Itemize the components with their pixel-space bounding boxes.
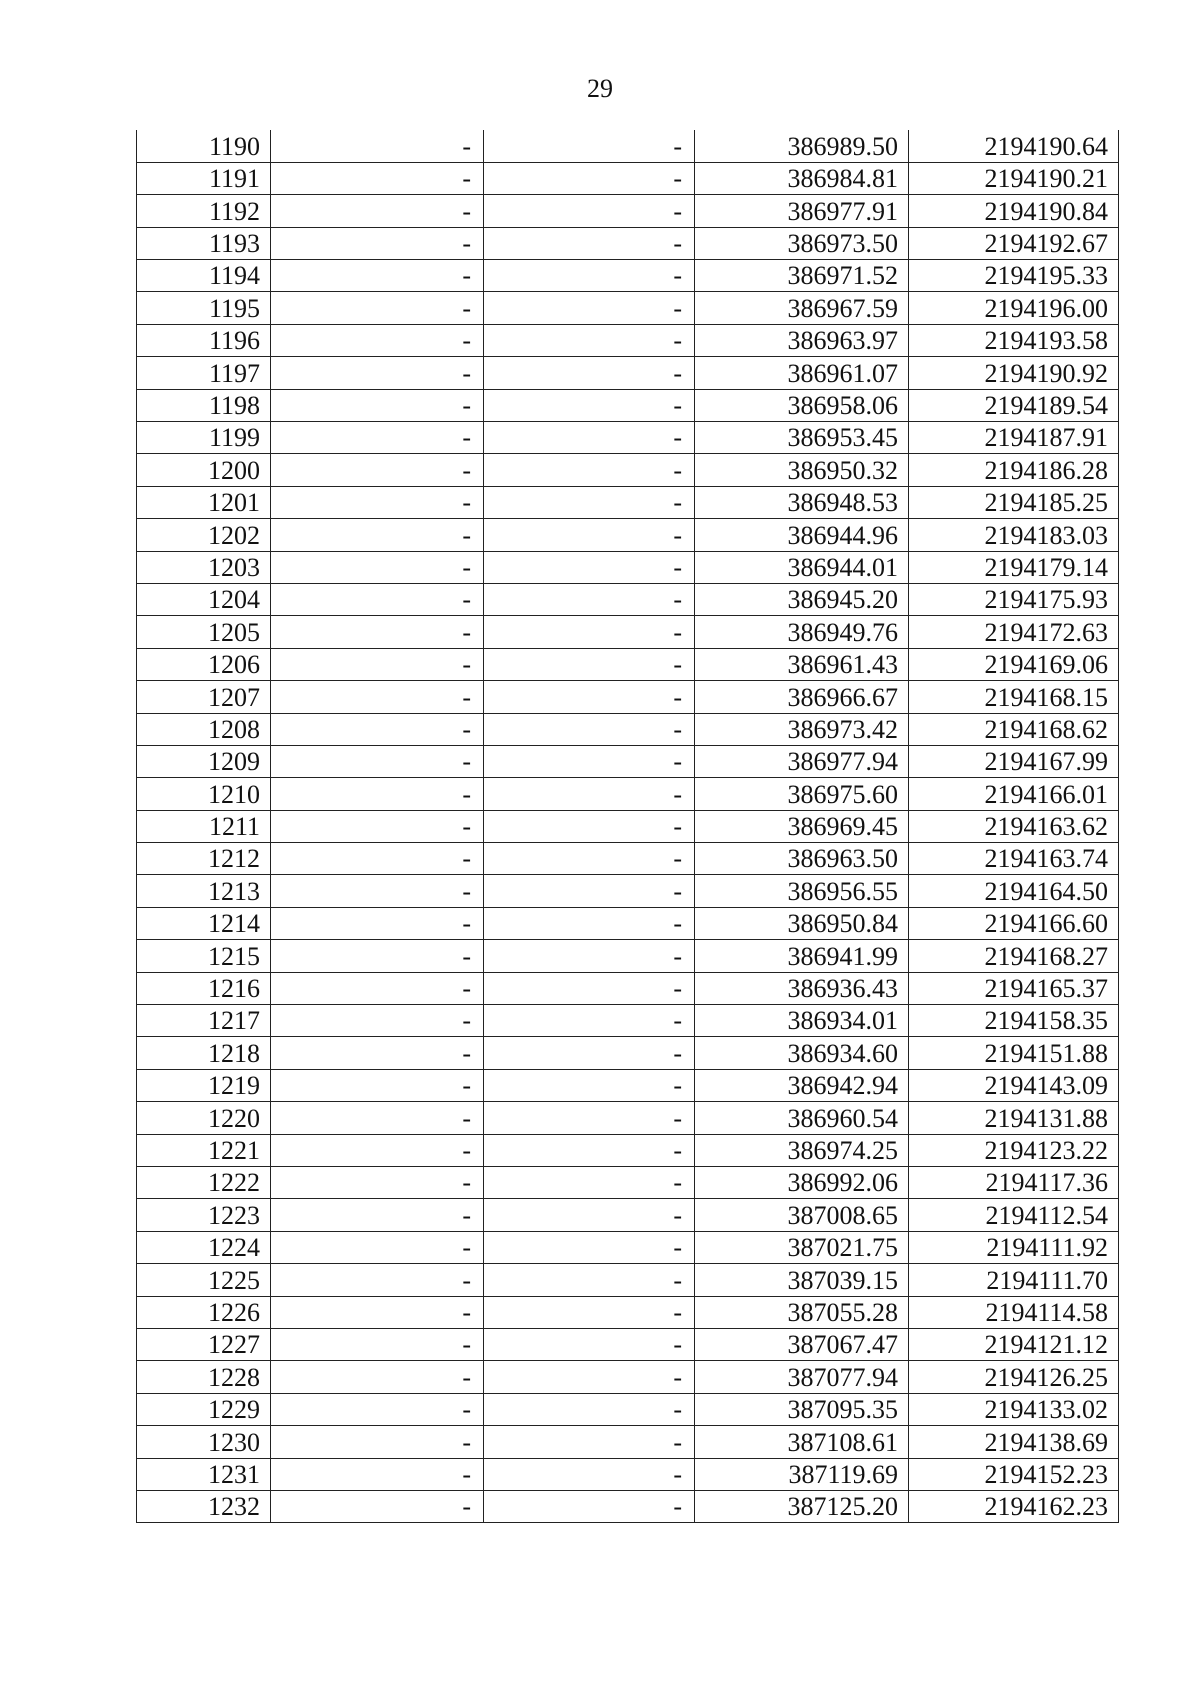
table-row [137, 745, 1119, 777]
column-2-cell: - [271, 843, 484, 875]
table-row [137, 583, 1119, 615]
point-number-cell: 1199 [137, 422, 271, 454]
y-coordinate-cell: 2194189.54 [909, 389, 1119, 421]
column-3-cell: - [484, 972, 695, 1004]
table-row [137, 162, 1119, 194]
y-coordinate-cell: 2194190.92 [909, 357, 1119, 389]
column-2-cell: - [271, 454, 484, 486]
x-coordinate-cell: 386944.96 [695, 519, 909, 551]
y-coordinate-cell: 2194152.23 [909, 1458, 1119, 1490]
column-2-cell: - [271, 1361, 484, 1393]
column-2-cell: - [271, 713, 484, 745]
table-row [137, 1167, 1119, 1199]
table-row [137, 1328, 1119, 1360]
column-2-cell: - [271, 1458, 484, 1490]
point-number-cell: 1213 [137, 875, 271, 907]
column-2-cell: - [271, 1005, 484, 1037]
column-3-cell: - [484, 1328, 695, 1360]
y-coordinate-cell: 2194112.54 [909, 1199, 1119, 1231]
point-number-cell: 1205 [137, 616, 271, 648]
point-number-cell: 1228 [137, 1361, 271, 1393]
x-coordinate-cell: 386977.91 [695, 195, 909, 227]
table-row [137, 1069, 1119, 1101]
column-3-cell: - [484, 454, 695, 486]
point-number-cell: 1224 [137, 1231, 271, 1263]
y-coordinate-cell: 2194162.23 [909, 1490, 1119, 1522]
point-number-cell: 1210 [137, 778, 271, 810]
table-row [137, 260, 1119, 292]
column-2-cell: - [271, 972, 484, 1004]
column-2-cell: - [271, 616, 484, 648]
point-number-cell: 1208 [137, 713, 271, 745]
x-coordinate-cell: 386969.45 [695, 810, 909, 842]
point-number-cell: 1194 [137, 260, 271, 292]
x-coordinate-cell: 386934.01 [695, 1005, 909, 1037]
point-number-cell: 1197 [137, 357, 271, 389]
column-3-cell: - [484, 713, 695, 745]
x-coordinate-cell: 386949.76 [695, 616, 909, 648]
column-2-cell: - [271, 1393, 484, 1425]
point-number-cell: 1225 [137, 1264, 271, 1296]
column-2-cell: - [271, 389, 484, 421]
column-3-cell: - [484, 778, 695, 810]
column-3-cell: - [484, 1231, 695, 1263]
y-coordinate-cell: 2194185.25 [909, 486, 1119, 518]
y-coordinate-cell: 2194186.28 [909, 454, 1119, 486]
column-3-cell: - [484, 616, 695, 648]
point-number-cell: 1221 [137, 1134, 271, 1166]
table-row [137, 1458, 1119, 1490]
y-coordinate-cell: 2194168.62 [909, 713, 1119, 745]
y-coordinate-cell: 2194123.22 [909, 1134, 1119, 1166]
point-number-cell: 1229 [137, 1393, 271, 1425]
point-number-cell: 1201 [137, 486, 271, 518]
point-number-cell: 1207 [137, 681, 271, 713]
x-coordinate-cell: 386966.67 [695, 681, 909, 713]
coordinate-table-container [136, 130, 1119, 1523]
table-row [137, 454, 1119, 486]
column-2-cell: - [271, 1231, 484, 1263]
column-3-cell: - [484, 324, 695, 356]
column-2-cell: - [271, 1167, 484, 1199]
table-row [137, 1393, 1119, 1425]
column-2-cell: - [271, 227, 484, 259]
table-row [137, 681, 1119, 713]
column-3-cell: - [484, 486, 695, 518]
y-coordinate-cell: 2194183.03 [909, 519, 1119, 551]
x-coordinate-cell: 387039.15 [695, 1264, 909, 1296]
column-3-cell: - [484, 875, 695, 907]
y-coordinate-cell: 2194167.99 [909, 745, 1119, 777]
x-coordinate-cell: 387077.94 [695, 1361, 909, 1393]
y-coordinate-cell: 2194193.58 [909, 324, 1119, 356]
column-3-cell: - [484, 940, 695, 972]
table-row [137, 1361, 1119, 1393]
x-coordinate-cell: 387021.75 [695, 1231, 909, 1263]
column-3-cell: - [484, 583, 695, 615]
x-coordinate-cell: 386967.59 [695, 292, 909, 324]
point-number-cell: 1227 [137, 1328, 271, 1360]
page-number: 29 [587, 74, 613, 103]
table-row [137, 940, 1119, 972]
x-coordinate-cell: 386950.32 [695, 454, 909, 486]
table-row [137, 907, 1119, 939]
column-2-cell: - [271, 1199, 484, 1231]
column-3-cell: - [484, 810, 695, 842]
column-3-cell: - [484, 745, 695, 777]
table-row [137, 1037, 1119, 1069]
column-3-cell: - [484, 1296, 695, 1328]
point-number-cell: 1206 [137, 648, 271, 680]
column-2-cell: - [271, 130, 484, 162]
column-3-cell: - [484, 1005, 695, 1037]
x-coordinate-cell: 386963.50 [695, 843, 909, 875]
column-2-cell: - [271, 195, 484, 227]
y-coordinate-cell: 2194169.06 [909, 648, 1119, 680]
table-row [137, 778, 1119, 810]
column-3-cell: - [484, 389, 695, 421]
point-number-cell: 1217 [137, 1005, 271, 1037]
column-2-cell: - [271, 422, 484, 454]
column-3-cell: - [484, 1490, 695, 1522]
y-coordinate-cell: 2194138.69 [909, 1426, 1119, 1458]
y-coordinate-cell: 2194172.63 [909, 616, 1119, 648]
table-row [137, 1490, 1119, 1522]
point-number-cell: 1193 [137, 227, 271, 259]
y-coordinate-cell: 2194126.25 [909, 1361, 1119, 1393]
y-coordinate-cell: 2194114.58 [909, 1296, 1119, 1328]
column-3-cell: - [484, 1264, 695, 1296]
table-row [137, 486, 1119, 518]
column-2-cell: - [271, 1490, 484, 1522]
column-2-cell: - [271, 1296, 484, 1328]
y-coordinate-cell: 2194117.36 [909, 1167, 1119, 1199]
column-2-cell: - [271, 583, 484, 615]
column-3-cell: - [484, 1458, 695, 1490]
point-number-cell: 1215 [137, 940, 271, 972]
column-2-cell: - [271, 1328, 484, 1360]
column-3-cell: - [484, 551, 695, 583]
x-coordinate-cell: 386945.20 [695, 583, 909, 615]
y-coordinate-cell: 2194151.88 [909, 1037, 1119, 1069]
column-3-cell: - [484, 1361, 695, 1393]
column-2-cell: - [271, 486, 484, 518]
column-2-cell: - [271, 1069, 484, 1101]
column-3-cell: - [484, 648, 695, 680]
y-coordinate-cell: 2194165.37 [909, 972, 1119, 1004]
table-row [137, 551, 1119, 583]
table-row [137, 713, 1119, 745]
x-coordinate-cell: 387008.65 [695, 1199, 909, 1231]
table-row [137, 292, 1119, 324]
y-coordinate-cell: 2194164.50 [909, 875, 1119, 907]
x-coordinate-cell: 387108.61 [695, 1426, 909, 1458]
x-coordinate-cell: 386977.94 [695, 745, 909, 777]
x-coordinate-cell: 387067.47 [695, 1328, 909, 1360]
x-coordinate-cell: 386934.60 [695, 1037, 909, 1069]
column-3-cell: - [484, 1393, 695, 1425]
x-coordinate-cell: 386975.60 [695, 778, 909, 810]
coordinate-table-body [137, 130, 1119, 1523]
table-row [137, 1134, 1119, 1166]
point-number-cell: 1230 [137, 1426, 271, 1458]
table-row [137, 875, 1119, 907]
y-coordinate-cell: 2194168.27 [909, 940, 1119, 972]
column-2-cell: - [271, 648, 484, 680]
column-3-cell: - [484, 1167, 695, 1199]
y-coordinate-cell: 2194121.12 [909, 1328, 1119, 1360]
table-row [137, 1231, 1119, 1263]
y-coordinate-cell: 2194163.62 [909, 810, 1119, 842]
table-row [137, 648, 1119, 680]
column-3-cell: - [484, 195, 695, 227]
x-coordinate-cell: 386963.97 [695, 324, 909, 356]
table-row [137, 195, 1119, 227]
column-2-cell: - [271, 324, 484, 356]
table-row [137, 810, 1119, 842]
point-number-cell: 1203 [137, 551, 271, 583]
x-coordinate-cell: 386944.01 [695, 551, 909, 583]
point-number-cell: 1218 [137, 1037, 271, 1069]
y-coordinate-cell: 2194195.33 [909, 260, 1119, 292]
column-2-cell: - [271, 1102, 484, 1134]
column-2-cell: - [271, 551, 484, 583]
column-2-cell: - [271, 292, 484, 324]
point-number-cell: 1191 [137, 162, 271, 194]
column-2-cell: - [271, 162, 484, 194]
y-coordinate-cell: 2194166.01 [909, 778, 1119, 810]
column-3-cell: - [484, 1069, 695, 1101]
x-coordinate-cell: 386992.06 [695, 1167, 909, 1199]
column-3-cell: - [484, 1037, 695, 1069]
x-coordinate-cell: 387095.35 [695, 1393, 909, 1425]
column-2-cell: - [271, 1264, 484, 1296]
x-coordinate-cell: 386936.43 [695, 972, 909, 1004]
column-3-cell: - [484, 1102, 695, 1134]
y-coordinate-cell: 2194131.88 [909, 1102, 1119, 1134]
table-row [137, 130, 1119, 162]
x-coordinate-cell: 386948.53 [695, 486, 909, 518]
column-2-cell: - [271, 260, 484, 292]
point-number-cell: 1212 [137, 843, 271, 875]
column-2-cell: - [271, 1426, 484, 1458]
column-3-cell: - [484, 162, 695, 194]
table-row [137, 519, 1119, 551]
x-coordinate-cell: 386971.52 [695, 260, 909, 292]
column-3-cell: - [484, 1134, 695, 1166]
point-number-cell: 1222 [137, 1167, 271, 1199]
column-2-cell: - [271, 519, 484, 551]
point-number-cell: 1209 [137, 745, 271, 777]
x-coordinate-cell: 387055.28 [695, 1296, 909, 1328]
x-coordinate-cell: 386973.50 [695, 227, 909, 259]
column-2-cell: - [271, 1134, 484, 1166]
y-coordinate-cell: 2194133.02 [909, 1393, 1119, 1425]
x-coordinate-cell: 386950.84 [695, 907, 909, 939]
table-row [137, 1102, 1119, 1134]
point-number-cell: 1232 [137, 1490, 271, 1522]
table-row [137, 357, 1119, 389]
x-coordinate-cell: 387125.20 [695, 1490, 909, 1522]
column-3-cell: - [484, 519, 695, 551]
table-row [137, 389, 1119, 421]
point-number-cell: 1231 [137, 1458, 271, 1490]
x-coordinate-cell: 386956.55 [695, 875, 909, 907]
column-2-cell: - [271, 778, 484, 810]
y-coordinate-cell: 2194163.74 [909, 843, 1119, 875]
x-coordinate-cell: 386941.99 [695, 940, 909, 972]
y-coordinate-cell: 2194111.70 [909, 1264, 1119, 1296]
column-3-cell: - [484, 130, 695, 162]
y-coordinate-cell: 2194187.91 [909, 422, 1119, 454]
coordinate-table [136, 130, 1119, 1523]
x-coordinate-cell: 386958.06 [695, 389, 909, 421]
table-row [137, 972, 1119, 1004]
column-2-cell: - [271, 1037, 484, 1069]
x-coordinate-cell: 387119.69 [695, 1458, 909, 1490]
column-2-cell: - [271, 907, 484, 939]
column-2-cell: - [271, 810, 484, 842]
point-number-cell: 1200 [137, 454, 271, 486]
point-number-cell: 1214 [137, 907, 271, 939]
x-coordinate-cell: 386960.54 [695, 1102, 909, 1134]
point-number-cell: 1192 [137, 195, 271, 227]
column-2-cell: - [271, 681, 484, 713]
table-row [137, 1264, 1119, 1296]
y-coordinate-cell: 2194143.09 [909, 1069, 1119, 1101]
x-coordinate-cell: 386942.94 [695, 1069, 909, 1101]
column-2-cell: - [271, 875, 484, 907]
table-row [137, 1296, 1119, 1328]
column-2-cell: - [271, 940, 484, 972]
table-row [137, 843, 1119, 875]
x-coordinate-cell: 386974.25 [695, 1134, 909, 1166]
y-coordinate-cell: 2194192.67 [909, 227, 1119, 259]
point-number-cell: 1219 [137, 1069, 271, 1101]
point-number-cell: 1216 [137, 972, 271, 1004]
column-2-cell: - [271, 745, 484, 777]
column-3-cell: - [484, 843, 695, 875]
y-coordinate-cell: 2194158.35 [909, 1005, 1119, 1037]
column-3-cell: - [484, 260, 695, 292]
point-number-cell: 1220 [137, 1102, 271, 1134]
column-2-cell: - [271, 357, 484, 389]
y-coordinate-cell: 2194190.84 [909, 195, 1119, 227]
point-number-cell: 1226 [137, 1296, 271, 1328]
column-3-cell: - [484, 1199, 695, 1231]
y-coordinate-cell: 2194175.93 [909, 583, 1119, 615]
table-row [137, 324, 1119, 356]
point-number-cell: 1190 [137, 130, 271, 162]
x-coordinate-cell: 386953.45 [695, 422, 909, 454]
point-number-cell: 1196 [137, 324, 271, 356]
point-number-cell: 1198 [137, 389, 271, 421]
y-coordinate-cell: 2194179.14 [909, 551, 1119, 583]
point-number-cell: 1204 [137, 583, 271, 615]
column-3-cell: - [484, 357, 695, 389]
x-coordinate-cell: 386961.07 [695, 357, 909, 389]
x-coordinate-cell: 386973.42 [695, 713, 909, 745]
column-3-cell: - [484, 907, 695, 939]
table-row [137, 616, 1119, 648]
column-3-cell: - [484, 681, 695, 713]
column-3-cell: - [484, 422, 695, 454]
table-row [137, 422, 1119, 454]
point-number-cell: 1195 [137, 292, 271, 324]
table-row [137, 1426, 1119, 1458]
y-coordinate-cell: 2194190.21 [909, 162, 1119, 194]
point-number-cell: 1202 [137, 519, 271, 551]
y-coordinate-cell: 2194190.64 [909, 130, 1119, 162]
table-row [137, 227, 1119, 259]
table-row [137, 1005, 1119, 1037]
x-coordinate-cell: 386961.43 [695, 648, 909, 680]
point-number-cell: 1223 [137, 1199, 271, 1231]
column-3-cell: - [484, 227, 695, 259]
y-coordinate-cell: 2194166.60 [909, 907, 1119, 939]
column-3-cell: - [484, 1426, 695, 1458]
x-coordinate-cell: 386984.81 [695, 162, 909, 194]
column-3-cell: - [484, 292, 695, 324]
y-coordinate-cell: 2194168.15 [909, 681, 1119, 713]
y-coordinate-cell: 2194111.92 [909, 1231, 1119, 1263]
y-coordinate-cell: 2194196.00 [909, 292, 1119, 324]
x-coordinate-cell: 386989.50 [695, 130, 909, 162]
table-row [137, 1199, 1119, 1231]
point-number-cell: 1211 [137, 810, 271, 842]
